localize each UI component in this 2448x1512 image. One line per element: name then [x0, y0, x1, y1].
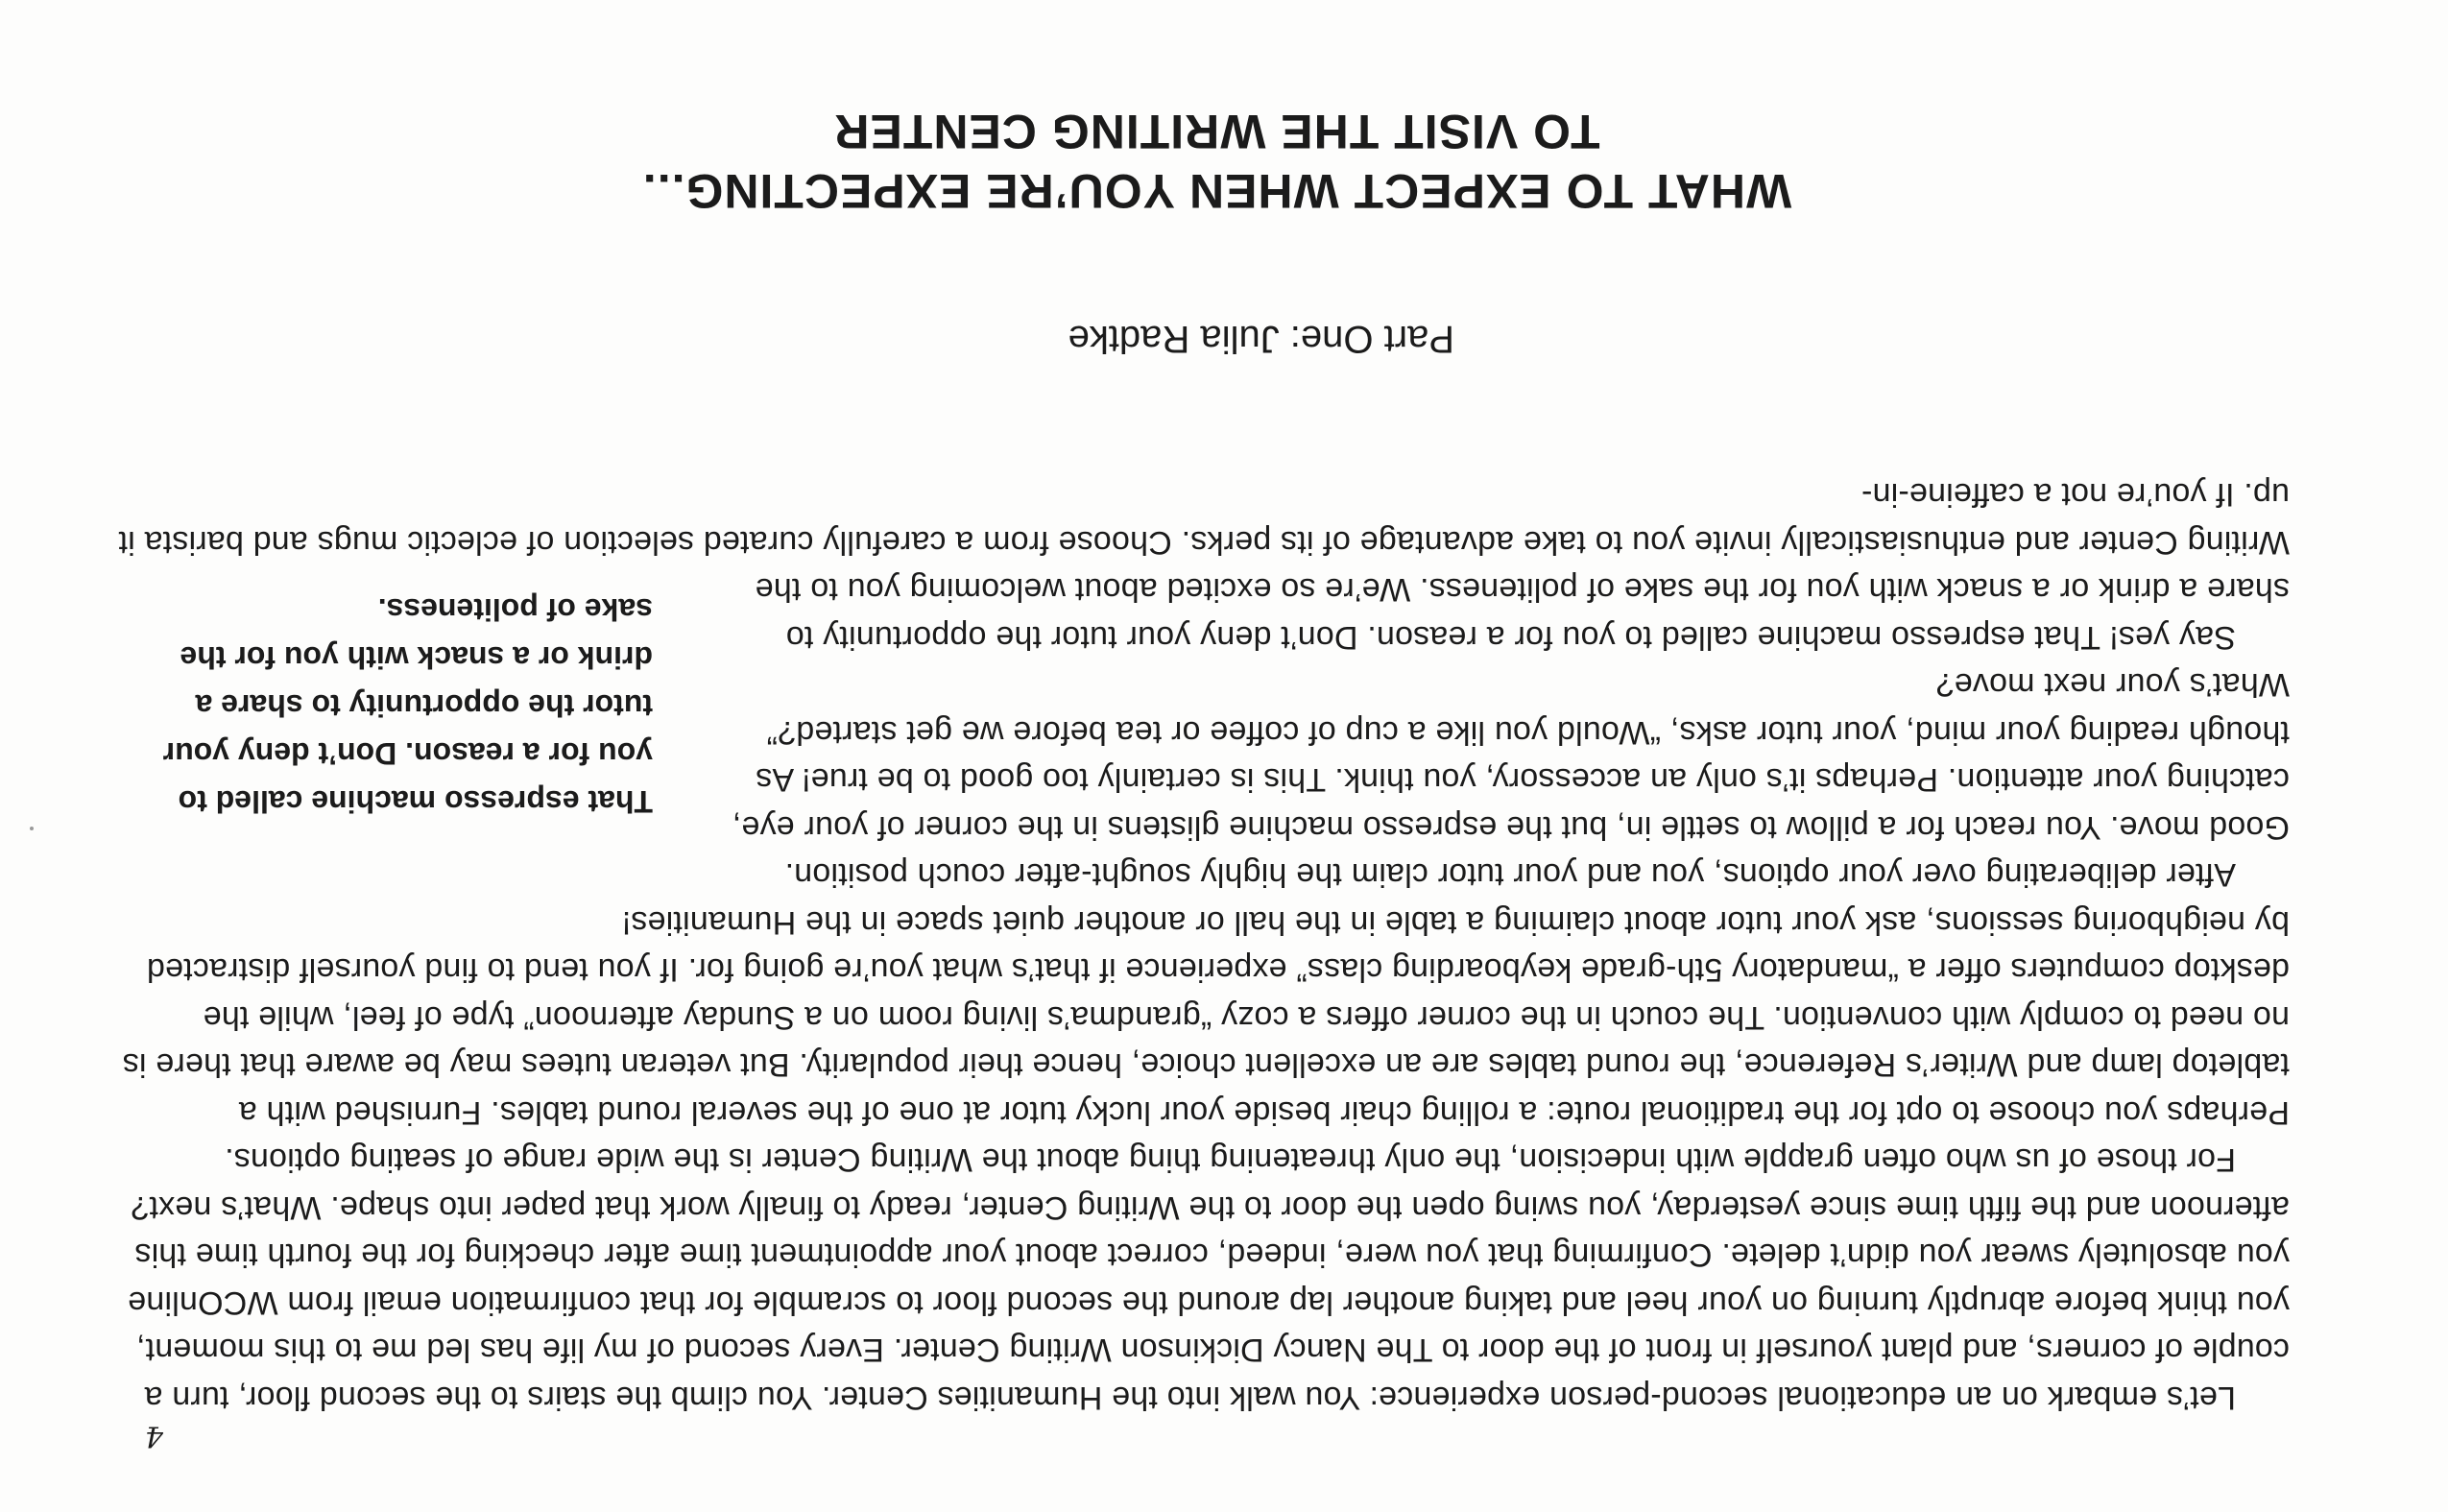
paragraph-3: After deliberating over your options, you and your tutor claim the highly sought-after couch position. Good move. You reach for a pillow to settle in, but the espresso machine glistens in the corner of your eye, catching your attention. Perhaps it’s only an accessory, you think. This is certainly too good to be true! As though reading your mind, your tutor asks, “Would you like a cup of coffee or tea before we get started?” What’s your next move? [732, 666, 2290, 894]
pull-quote-wrap [115, 592, 2290, 899]
paragraph-1: Let’s embark on an educational second-person experience: You walk into the Humanities Center. You climb the stairs to the second floor, turn a couple of corners, and plant yourself in front of the door to The Nancy Dickinson Writing Center. Every second of my life has led me to this moment, you think before abruptly turning on your heel and taking another lap around the second floor to scramble for that confirmation email from WCOnline you absolutely swear you didn’t delete. Confirming that you were, indeed, correct about your appointment time after checking for the fourth time this afternoon and the fifth time since yesterday, you swing open the door to the Writing Center, ready to finally work that paper into shape. What’s next? [128, 1189, 2290, 1416]
paragraph-2: For those of us who often grapple with indecision, the only threatening thing about the Writing Center is the wide range of seating options. Perhaps you choose to opt for the traditional route: a rolling chair beside your lucky tutor at one of the several round tables. Furnished with a tabletop lamp and Writer’s Reference, the round tables are an excellent choice, hence their popularity. But veteran tutees may be aware that there is no need to comply with convention. The couch in the corner offers a cozy “grandma’s living room on a Sunday afternoon” type of feel, while the desktop computers offer a “mandatory 5th-grade keyboarding class” experience if that’s what you’re going for. If you tend to find yourself distracted by neighboring sessions, ask your tutor about claiming a table in the hall or another quiet space in the Humanities! [122, 904, 2290, 1179]
title-line-1: WHAT TO EXPECT WHEN YOU’RE EXPECTING... [641, 164, 1792, 218]
title-line-2: TO VISIT THE WRITING CENTER [833, 105, 1600, 158]
intro-section [115, 470, 2290, 1421]
pull-quote: That espresso machine called to you for a reason. Don’t deny your tutor the opportunity to share a drink or a snack with you for the sake of politeness. [162, 592, 653, 820]
article-title [619, 102, 1814, 221]
byline: Part One: Julia Radtke [1068, 318, 1454, 360]
page-number: 4 [144, 1419, 163, 1452]
paragraph-4: Say yes! That espresso machine called to you for a reason. Don’t deny your tutor the opportunity to share a drink or a snack with you for the sake of politeness. We’re so excited about welcoming you to the Writing Center and enthusiastically invite you to take advantage of its perks. Choose from a carefully curated selection of eclectic mugs and barista it up. If you’re not a caffeine-in- [118, 476, 2290, 656]
scan-speck [30, 827, 34, 830]
